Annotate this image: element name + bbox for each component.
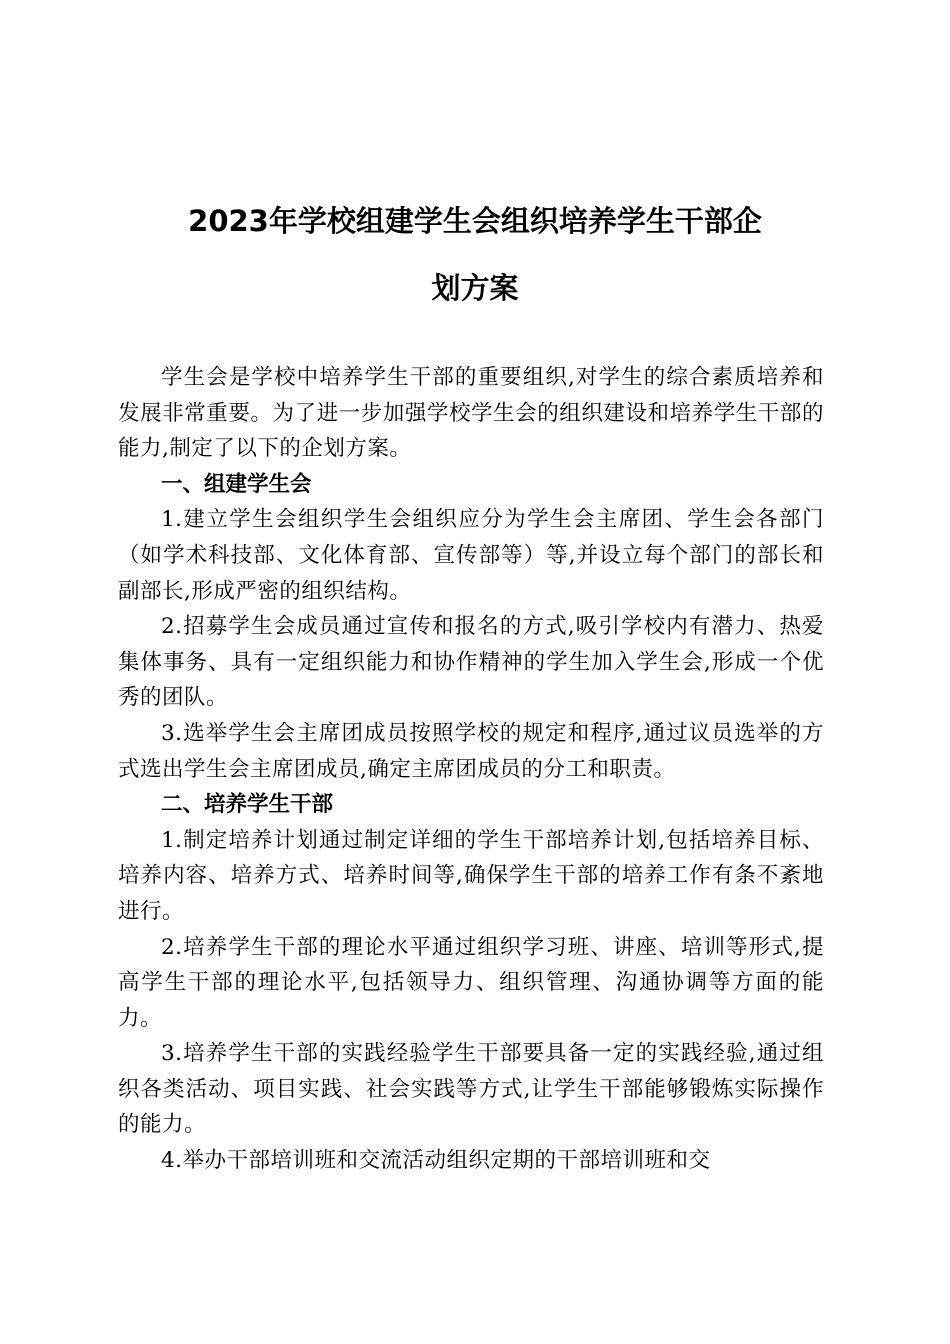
intro-paragraph: 学生会是学校中培养学生干部的重要组织,对学生的综合素质培养和发展非常重要。为了进一步加强学校学生会的组织建设和培养学生干部的能力,制定了以下的企划方案。 [118, 365, 824, 462]
section-2-item-2: 2.培养学生干部的理论水平通过组织学习班、讲座、培训等形式,提高学生干部的理论水平,包括领导力、组织管理、沟通协调等方面的能力。 [118, 934, 824, 1031]
section-1-item-1: 1.建立学生会组织学生会组织应分为学生会主席团、学生会各部门（如学术科技部、文化体育部、宣传部等）等,并设立每个部门的部长和副部长,形成严密的组织结构。 [118, 507, 824, 604]
section-2-item-1: 1.制定培养计划通过制定详细的学生干部培养计划,包括培养目标、培养内容、培养方式、培养时间等,确保学生干部的培养工作有条不紊地进行。 [118, 827, 824, 924]
document-body [118, 360, 824, 1179]
section-1-item-2: 2.招募学生会成员通过宣传和报名的方式,吸引学校内有潜力、热爱集体事务、具有一定组织能力和协作精神的学生加入学生会,形成一个优秀的团队。 [118, 614, 824, 711]
section-heading-1: 一、组建学生会 [161, 471, 312, 497]
section-2-item-3: 3.培养学生干部的实践经验学生干部要具备一定的实践经验,通过组织各类活动、项目实践、社会实践等方式,让学生干部能够锻炼实际操作的能力。 [118, 1041, 824, 1138]
document-title-line-1: 2023年学校组建学生会组织培养学生干部企 [188, 204, 762, 238]
section-1-item-3: 3.选举学生会主席团成员按照学校的规定和程序,通过议员选举的方式选出学生会主席团成员,确定主席团成员的分工和职责。 [118, 720, 824, 782]
document-title-line-2: 划方案 [431, 271, 519, 305]
section-2-item-4: 4.举办干部培训班和交流活动组织定期的干部培训班和交 [161, 1148, 711, 1174]
section-heading-2: 二、培养学生干部 [161, 792, 334, 818]
